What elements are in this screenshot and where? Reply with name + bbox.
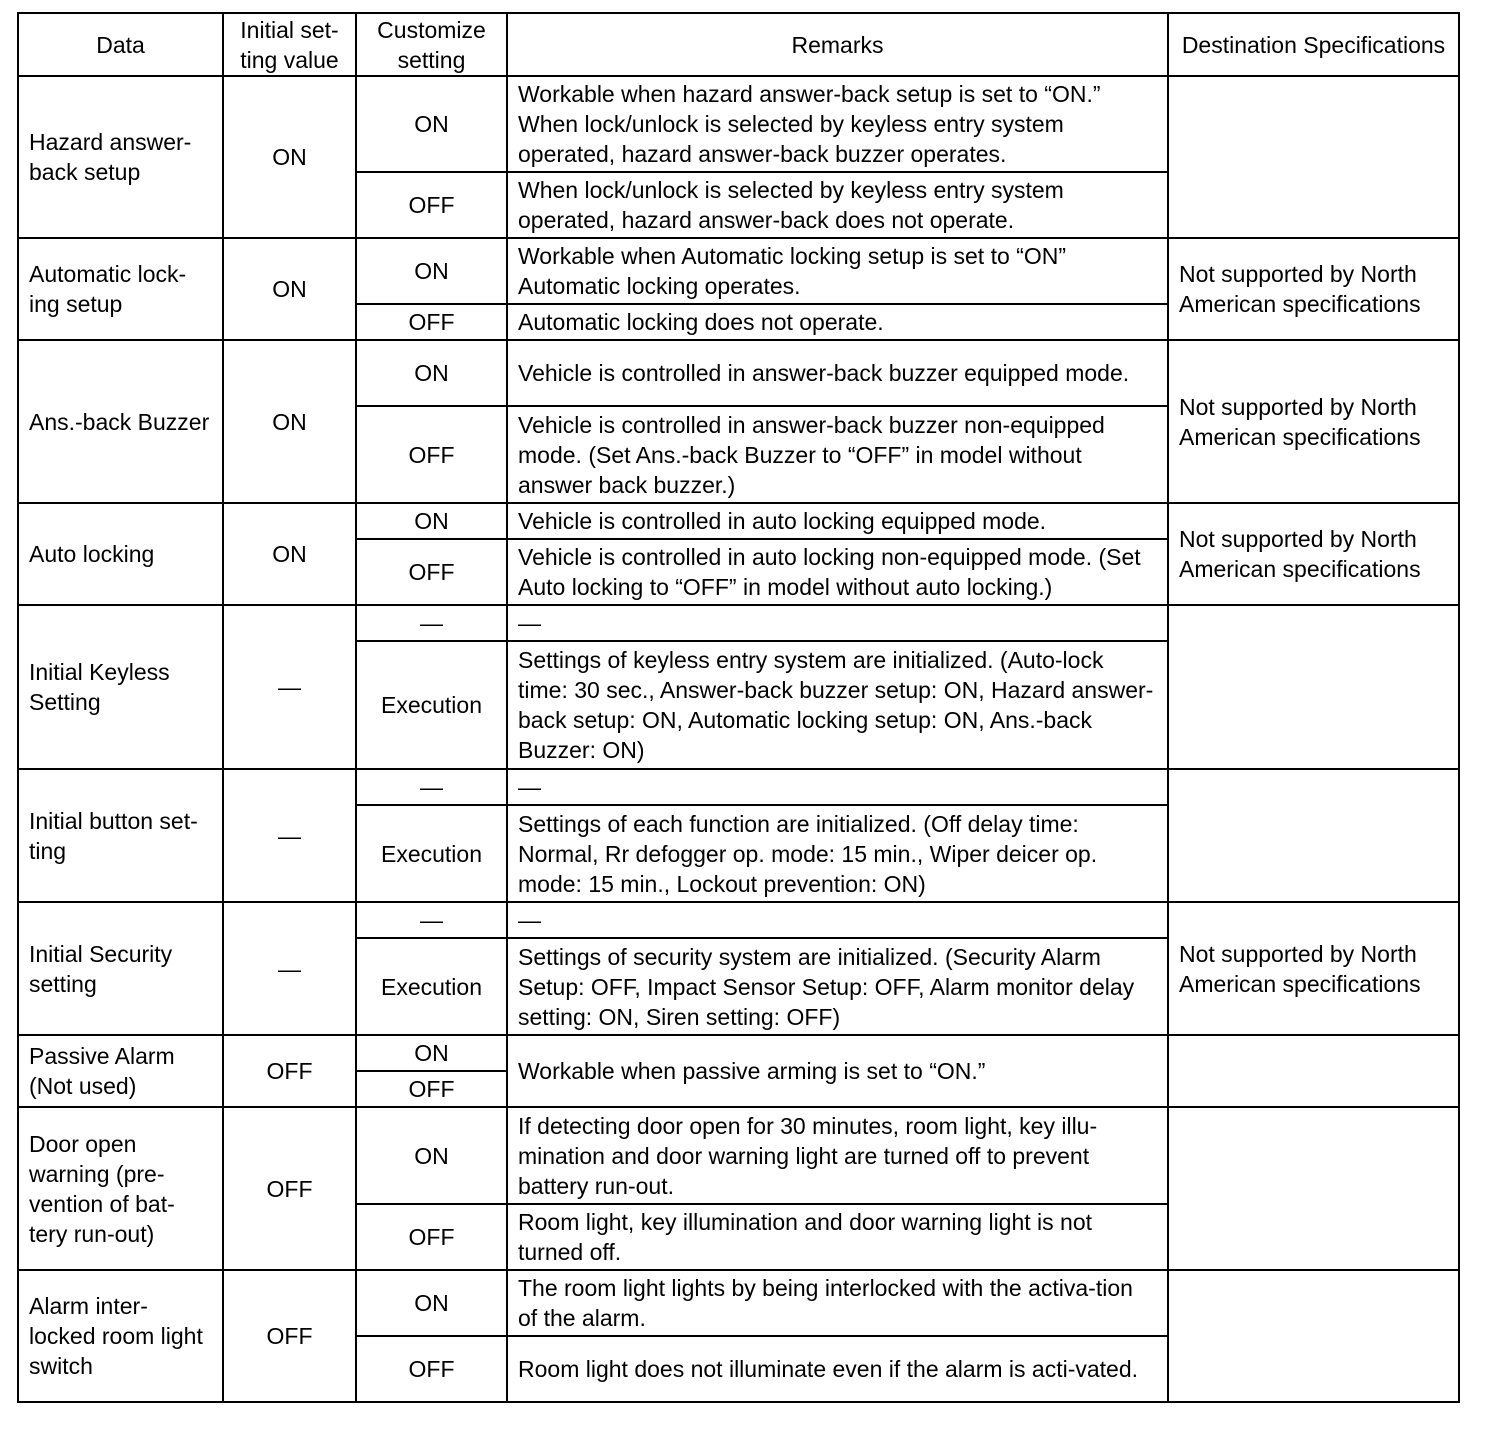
destination-cell: Not supported by North American specifications [1168,503,1459,605]
header-destination: Destination Specifications [1168,13,1459,76]
customize-setting-cell: Execution [356,805,507,902]
remark-cell: Vehicle is controlled in answer-back buzzer non-equipped mode. (Set Ans.-back Buzzer to “OFF” in model without answer back buzzer.) [507,406,1168,503]
table-row [18,340,1459,406]
initial-value-cell: OFF [223,1270,356,1402]
initial-value-cell: OFF [223,1035,356,1107]
customize-setting-cell: ON [356,1035,507,1071]
data-item-cell: Initial Security setting [18,902,223,1035]
customize-setting-cell: Execution [356,938,507,1035]
initial-value-cell: OFF [223,1107,356,1270]
customize-setting-cell: ON [356,340,507,406]
data-item-cell: Passive Alarm (Not used) [18,1035,223,1107]
customize-setting-cell: — [356,902,507,938]
destination-cell: Not supported by North American specifications [1168,902,1459,1035]
table-row [18,605,1459,641]
remark-cell: Automatic locking does not operate. [507,304,1168,340]
header-row [18,13,1459,76]
remark-cell: — [507,605,1168,641]
remark-cell: The room light lights by being interlocked with the activa-tion of the alarm. [507,1270,1168,1336]
table-row [18,503,1459,539]
customize-setting-cell: OFF [356,1336,507,1402]
customize-setting-cell: ON [356,503,507,539]
destination-cell [1168,76,1459,238]
header-data: Data [18,13,223,76]
data-item-cell: Door open warning (pre-vention of bat-tery run-out) [18,1107,223,1270]
data-item-cell: Ans.-back Buzzer [18,340,223,503]
remark-cell: Workable when hazard answer-back setup is set to “ON.” When lock/unlock is selected by keyless entry system operated, hazard answer-back buzzer operates. [507,76,1168,172]
remark-cell: Settings of keyless entry system are initialized. (Auto-lock time: 30 sec., Answer-back buzzer setup: ON, Hazard answer-back setup: ON, Automatic locking setup: ON, Ans.-back Buzzer: ON) [507,641,1168,769]
table-row [18,769,1459,805]
remark-cell: Settings of each function are initialized. (Off delay time: Normal, Rr defogger op. mode: 15 min., Wiper deicer op. mode: 15 min., Lockout prevention: ON) [507,805,1168,902]
table-row [18,902,1459,938]
data-item-cell: Initial Keyless Setting [18,605,223,769]
table-row [18,238,1459,304]
data-item-cell: Hazard answer-back setup [18,76,223,238]
destination-cell [1168,1270,1459,1402]
data-item-cell: Automatic lock-ing setup [18,238,223,340]
remark-cell: Vehicle is controlled in auto locking non-equipped mode. (Set Auto locking to “OFF” in model without auto locking.) [507,539,1168,605]
remark-cell: Vehicle is controlled in auto locking equipped mode. [507,503,1168,539]
destination-cell: Not supported by North American specifications [1168,340,1459,503]
settings-table [17,12,1460,1403]
table-row [18,1107,1459,1204]
destination-cell [1168,1035,1459,1107]
remark-cell: If detecting door open for 30 minutes, room light, key illu-mination and door warning light are turned off to prevent battery run-out. [507,1107,1168,1204]
destination-cell [1168,769,1459,902]
header-customize-setting: Customize setting [356,13,507,76]
destination-cell: Not supported by North American specifications [1168,238,1459,340]
destination-cell [1168,605,1459,769]
customize-setting-cell: ON [356,76,507,172]
remark-cell: Workable when passive arming is set to “ON.” [507,1035,1168,1107]
remark-cell: When lock/unlock is selected by keyless entry system operated, hazard answer-back does not operate. [507,172,1168,238]
initial-value-cell: ON [223,238,356,340]
table-row [18,1035,1459,1071]
destination-cell [1168,1107,1459,1270]
header-initial-setting: Initial set-ting value [223,13,356,76]
initial-value-cell: — [223,769,356,902]
initial-value-cell: ON [223,340,356,503]
initial-value-cell: — [223,902,356,1035]
remark-cell: Room light does not illuminate even if the alarm is acti-vated. [507,1336,1168,1402]
remark-cell: Vehicle is controlled in answer-back buzzer equipped mode. [507,340,1168,406]
customize-setting-cell: OFF [356,406,507,503]
remark-cell: Settings of security system are initialized. (Security Alarm Setup: OFF, Impact Sensor Setup: OFF, Alarm monitor delay setting: ON, Siren setting: OFF) [507,938,1168,1035]
customize-setting-cell: ON [356,1270,507,1336]
table-row [18,76,1459,172]
customize-setting-cell: — [356,769,507,805]
customize-setting-cell: OFF [356,1204,507,1270]
remark-cell: — [507,902,1168,938]
customize-setting-cell: OFF [356,172,507,238]
remark-cell: — [507,769,1168,805]
customize-setting-cell: OFF [356,304,507,340]
customize-setting-cell: OFF [356,539,507,605]
customize-setting-cell: Execution [356,641,507,769]
remark-cell: Room light, key illumination and door warning light is not turned off. [507,1204,1168,1270]
initial-value-cell: — [223,605,356,769]
data-item-cell: Alarm inter-locked room light switch [18,1270,223,1402]
initial-value-cell: ON [223,76,356,238]
customize-setting-cell: — [356,605,507,641]
data-item-cell: Auto locking [18,503,223,605]
customize-setting-cell: ON [356,238,507,304]
header-remarks: Remarks [507,13,1168,76]
table-row [18,1270,1459,1336]
initial-value-cell: ON [223,503,356,605]
remark-cell: Workable when Automatic locking setup is set to “ON” Automatic locking operates. [507,238,1168,304]
data-item-cell: Initial button set-ting [18,769,223,902]
customize-setting-cell: ON [356,1107,507,1204]
customize-setting-cell: OFF [356,1071,507,1107]
